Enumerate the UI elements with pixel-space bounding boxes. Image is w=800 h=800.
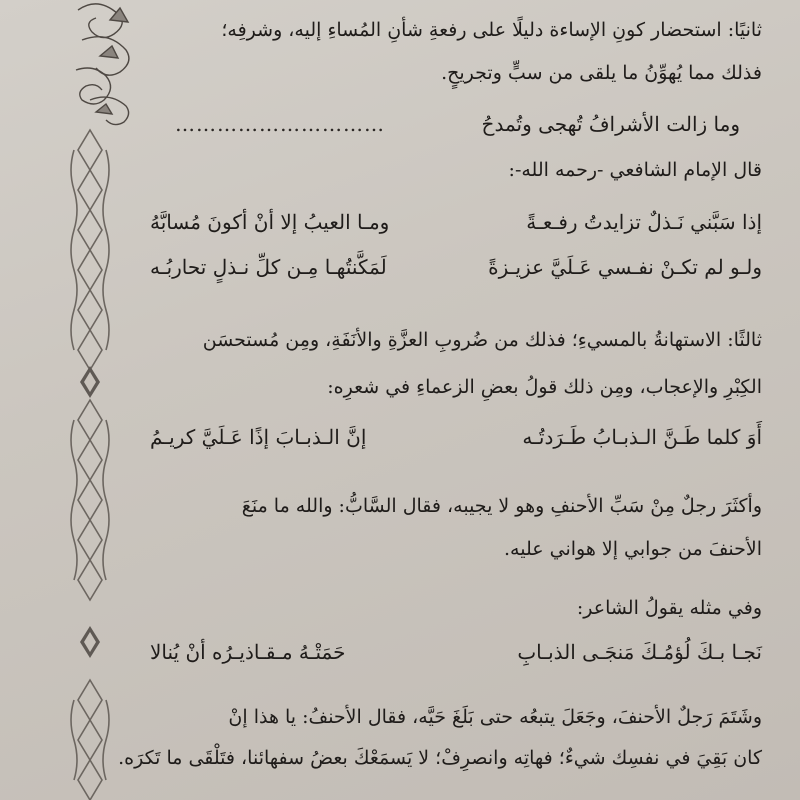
paragraph-line: فذلك مما يُهوِّنُ ما يلقى من سبٍّ وتجريحٍ. bbox=[441, 61, 762, 84]
verse-najat bbox=[150, 640, 762, 664]
paragraph-line: الكِبْرِ والإعجاب، ومِن ذلك قولُ بعضِ الزعماءِ في شعرِه: bbox=[327, 375, 762, 398]
paragraph-ahnaf-follow bbox=[118, 705, 762, 770]
verse-fly bbox=[150, 425, 762, 449]
paragraph-second-point bbox=[150, 18, 762, 85]
verse-hemistich-left: لَمَكَّنتُهـا مِـن كلِّ نـذلٍ تحاربُـه bbox=[150, 255, 387, 279]
verse-hemistich-left: حَمَتْـهُ مـقـاذيـرُه أنْ يُنالا bbox=[150, 640, 346, 664]
paragraph-third-point bbox=[150, 328, 762, 399]
paragraph-line: وشَتَمَ رَجلٌ الأحنفَ، وجَعَلَ يتبعُه حتى بَلَغَ حَيَّه، فقال الأحنفُ: يا هذا إنْ bbox=[228, 706, 762, 728]
paragraph-line: الأحنفَ من جوابي إلا هواني عليه. bbox=[503, 537, 762, 560]
verse-hemistich-right: أَوَ كلما طَـنَّ الـذبـابُ طَـرَدتُـه bbox=[522, 425, 762, 449]
verse-shafii-1 bbox=[150, 210, 762, 234]
paragraph-line: ثالثًا: الاستهانةُ بالمسيءِ؛ فذلك من ضُروبِ العزَّةِ والأنَفَةِ، ومِن مُستحسَن bbox=[202, 329, 762, 351]
verse-hemistich-right: إذا سَبَّني نَـذلٌ تزايدتُ رفـعـةً bbox=[526, 210, 762, 234]
verse-hemistich-left: ومـا العيبُ إلا أنْ أكونَ مُسابَّهُ bbox=[150, 210, 390, 234]
verse-ellipsis: ………………………… bbox=[175, 112, 385, 136]
verse-hemistich-right: نَجـا بـكَ لُؤمُـكَ مَنجَـى الذبـابِ bbox=[517, 640, 762, 664]
verse-ashraf bbox=[175, 112, 740, 136]
paragraph-line: كان بَقِيَ في نفسِك شيءٌ؛ فهاتِه وانصرِفْ؛ لا يَسمَعْكَ بعضُ سفهائنا، فتَلْقَى ما تَكرَه. bbox=[118, 746, 762, 769]
verse-shafii-2 bbox=[150, 255, 762, 279]
verse-hemistich-left: إنَّ الـذبـابَ إذًا عَـلَيَّ كريـمُ bbox=[150, 425, 367, 449]
poet-intro: وفي مثله يقولُ الشاعر: bbox=[576, 597, 762, 619]
paragraph-line: ثانيًا: استحضار كونِ الإساءة دليلًا على رفعةِ شأنِ المُساءِ إليه، وشرفِه؛ bbox=[221, 19, 762, 41]
shafii-intro: قال الإمام الشافعي -رحمه الله-: bbox=[508, 159, 762, 181]
verse-hemistich: وما زالت الأشرافُ تُهجى وتُمدحُ bbox=[481, 112, 740, 136]
paragraph-line: وأكثَرَ رجلٌ مِنْ سَبِّ الأحنفِ وهو لا يجيبه، فقال السَّابُّ: والله ما منَعَ bbox=[241, 495, 762, 517]
paragraph-ahnaf-insult bbox=[150, 494, 762, 561]
corner-calligraphy-ornament bbox=[70, 0, 150, 140]
verse-hemistich-right: ولـو لم تكـنْ نفـسي عَـلَيَّ عزيـزةً bbox=[488, 255, 762, 279]
